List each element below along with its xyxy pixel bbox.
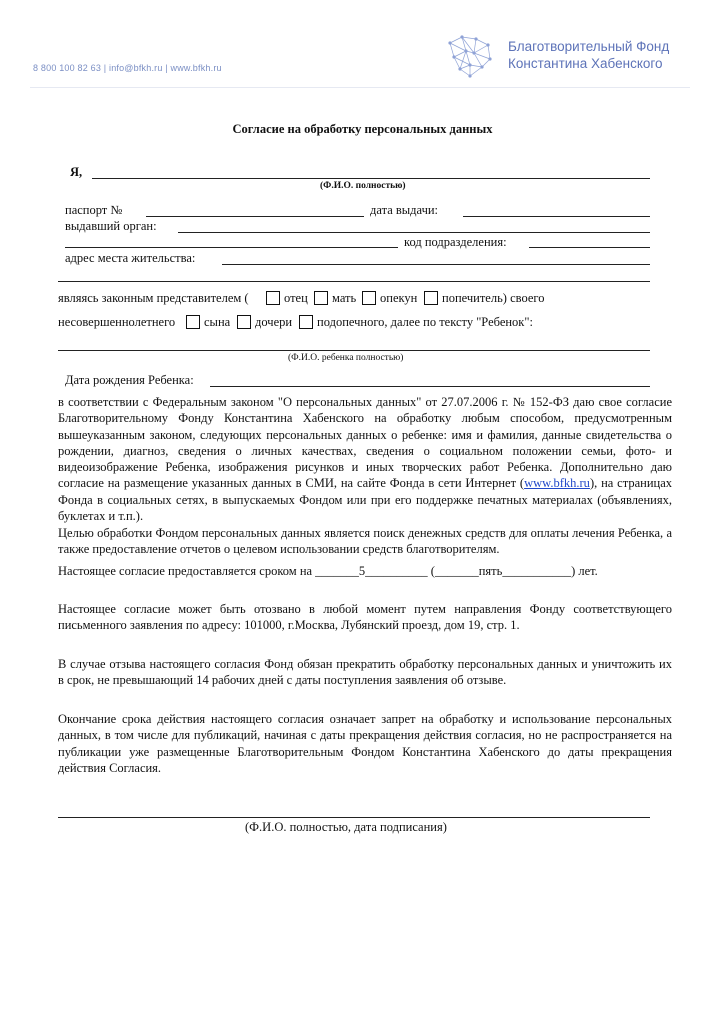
label-daughter: дочери <box>255 315 293 329</box>
issuer-line[interactable] <box>178 232 650 233</box>
revocation-paragraph: Настоящее согласие может быть отозвано в любой момент путем направления Фонду соответствующего письменного заявления по адресу: 101000, г.Москва, Лубянский проезд, дом 19, стр. 1. <box>58 602 672 633</box>
document-title: Согласие на обработку персональных данных <box>232 122 493 136</box>
neural-network-logo-icon <box>444 33 496 79</box>
representative-prefix: являясь законным представителем ( <box>58 291 249 305</box>
checkbox-guardian[interactable] <box>362 291 376 305</box>
checkbox-son[interactable] <box>186 315 200 329</box>
withdrawal-paragraph: В случае отзыва настоящего согласия Фонд обязан прекратить обработку персональных данных и уничтожить их в срок, не превышающий 14 рабочих дней с даты поступления заявления об отзыве. <box>58 657 672 688</box>
label-trustee: попечитель) своего <box>442 291 545 305</box>
child-birth-label: Дата рождения Ребенка: <box>65 373 194 387</box>
label-guardian: опекун <box>380 291 418 305</box>
label-mother: мать <box>332 291 357 305</box>
signature-caption: (Ф.И.О. полностью, дата подписания) <box>245 820 447 834</box>
consent-paragraph <box>58 394 672 524</box>
passport-label: паспорт № <box>65 203 123 217</box>
address-line[interactable] <box>222 264 650 265</box>
passport-number-line[interactable] <box>146 216 364 217</box>
header-divider <box>30 87 690 88</box>
header-contacts: 8 800 100 82 63 | info@bfkh.ru | www.bfkh.ru <box>33 63 222 73</box>
child-birth-line[interactable] <box>210 386 650 387</box>
consent-text: в соответствии с Федеральным законом "О персональных данных" от 27.07.2006 г. № 152-ФЗ даю свое согласие Благотворительному Фонду Константина Хабенского на обработку любым способом, предусмотренным вышеуказанным законом, следующих персональных данных о ребенке: имя и фамилия, данные свидетельства о рождении, диагноз, сведения о личных качествах, сведения о социальном положении семьи, фото- и видеоизображение Ребенка, изображения рисунков и иных творческих работ Ребенка. Дополнительно даю согласие на размещение указанных данных в СМИ, на сайте Фонда в сети Интернет ( <box>58 395 672 491</box>
ya-label: Я, <box>70 165 83 179</box>
label-ward: подопечного, далее по тексту "Ребенок": <box>317 315 533 329</box>
address-label: адрес места жительства: <box>65 251 196 265</box>
website-link[interactable]: www.bfkh.ru <box>524 476 590 491</box>
fio-input-line[interactable] <box>92 178 650 179</box>
label-son: сына <box>204 315 231 329</box>
issuer-label: выдавший орган: <box>65 219 157 233</box>
checkbox-ward[interactable] <box>299 315 313 329</box>
minor-prefix: несовершеннолетнего <box>58 315 176 329</box>
consent-text-end: ), на страницах Фонда в социальных сетях, в выпускаемых Фондом или при его поддержке печатных материалах (объявлениях, буклетах и т.п.). <box>58 476 673 524</box>
division-code-label: код подразделения: <box>404 235 507 249</box>
address-line-2[interactable] <box>58 281 650 282</box>
org-name <box>508 38 669 72</box>
purpose-paragraph: Целью обработки Фондом персональных данных является поиск денежных средств для оплаты лечения Ребенка, а также предоставление отчетов о целевом использовании средств благотворителям. <box>58 526 672 557</box>
org-name-line1: Благотворительный Фонд <box>508 39 670 54</box>
child-fio-line[interactable] <box>58 350 650 351</box>
checkbox-daughter[interactable] <box>237 315 251 329</box>
issue-date-line[interactable] <box>463 216 650 217</box>
org-name-line2: Константина Хабенского <box>508 56 663 71</box>
label-father: отец <box>284 291 308 305</box>
child-fio-caption: (Ф.И.О. ребенка полностью) <box>288 353 404 363</box>
signature-line[interactable] <box>58 817 650 818</box>
checkbox-father[interactable] <box>266 291 280 305</box>
issue-date-label: дата выдачи: <box>370 203 439 217</box>
issuer-line-2[interactable] <box>65 247 398 248</box>
term-paragraph: Настоящее согласие предоставляется сроком на _______5__________ (_______пять___________) лет. <box>58 564 598 578</box>
expiry-paragraph: Окончание срока действия настоящего согласия означает запрет на обработку и использование персональных данных, в том числе для публикаций, начиная с даты прекращения действия согласия, но не распространяется на публикации уже размещенные Благотворительным Фондом Константина Хабенского до даты прекращения действия Согласия. <box>58 712 672 775</box>
division-code-line[interactable] <box>529 247 650 248</box>
fio-caption: (Ф.И.О. полностью) <box>320 181 406 191</box>
checkbox-trustee[interactable] <box>424 291 438 305</box>
checkbox-mother[interactable] <box>314 291 328 305</box>
